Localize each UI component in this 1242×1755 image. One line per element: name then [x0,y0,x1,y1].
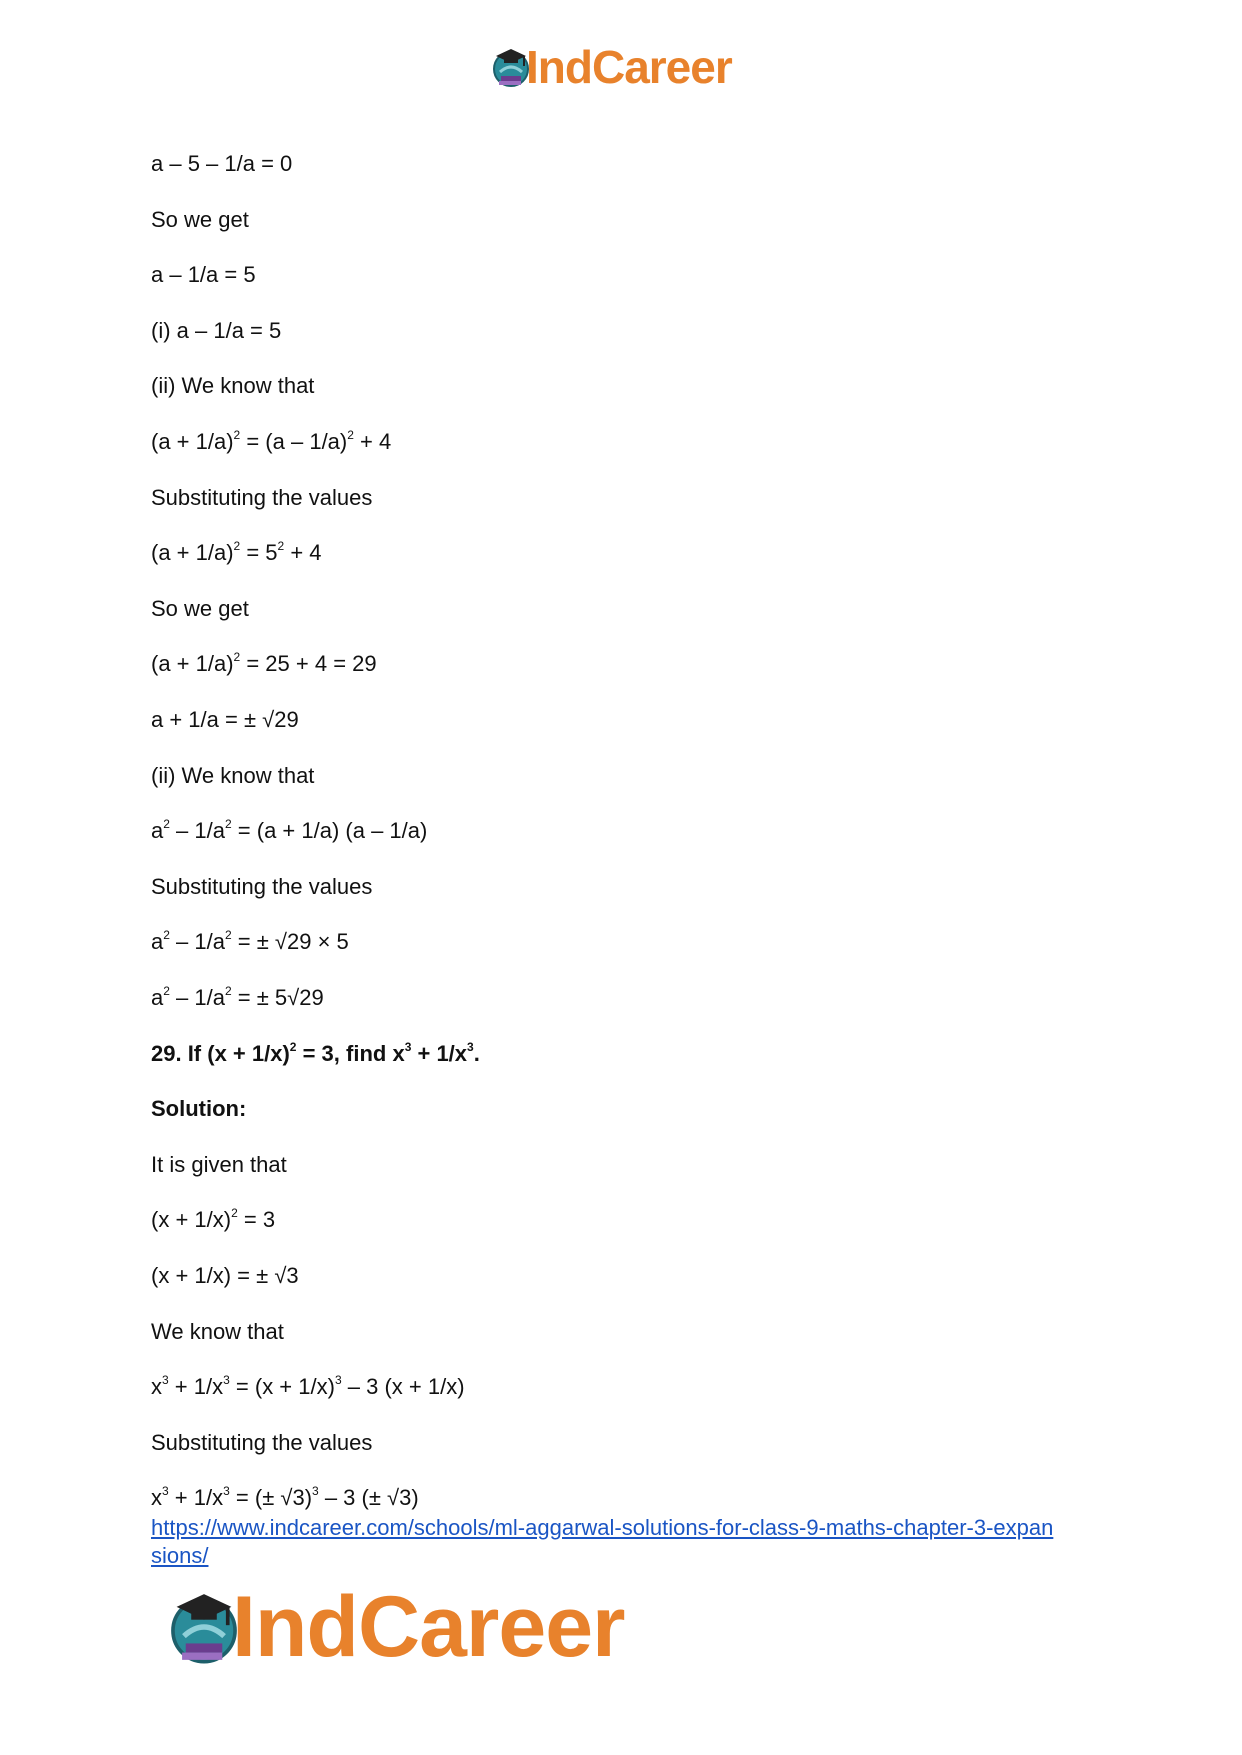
text-line: Solution: [151,1096,247,1122]
text-line: Substituting the values [151,1429,373,1455]
logo-text: IndCareer [232,1579,625,1675]
text-line: (ii) We know that [151,762,315,788]
text-line: (x + 1/x) = ± √3 [151,1263,299,1288]
text-line: a – 1/a = 5 [151,262,256,288]
text-line: Substituting the values [151,873,373,899]
header-logo [488,41,732,93]
text-line: We know that [151,1318,284,1344]
text-line: $(a + 1/a)^2 = 5^2 + 4$ [151,539,322,566]
text-line: 29. If $(x + 1/x)^2 = 3$, find $x^3 + 1/x^3$. [151,1039,480,1066]
text-line: It is given that [151,1151,287,1177]
footer-logo [162,1579,625,1675]
text-line: a + 1/a = ± √29 [151,707,299,732]
text-line: So we get [151,206,249,232]
source-link[interactable] [151,1514,1111,1570]
text-line: $x^3 + 1/x^3 = (x + 1/x)^3 - 3$ (x + 1/x) [151,1373,465,1400]
text-line: $a^2 - 1/a^2$ = ± 5√29 [151,984,324,1010]
logo-text: IndCareer [526,41,732,93]
text-line: Substituting the values [151,484,373,510]
text-line: $a^2 - 1/a^2$ = ± √29 × 5 [151,928,349,955]
source-link-line1[interactable]: https://www.indcareer.com/schools/ml-aggarwal-solutions-for-class-9-maths-chapter-3-expan [151,1515,1054,1540]
text-line: $a^2 - 1/a^2 = (a + 1/a)$ (a – 1/a) [151,817,428,844]
text-line: a – 5 – 1/a = 0 [151,151,293,176]
text-line: $x^3 + 1/x^3$ = (± √3)$^3$ – 3 (± √3) [151,1484,419,1511]
text-line: (ii) We know that [151,373,315,399]
text-line: So we get [151,595,249,621]
text-line: $(a + 1/a)^2 = (a - 1/a)^2 + 4$ [151,428,392,454]
text-line: $(a + 1/a)^2 = 25 + 4 = 29$ [151,650,377,677]
text-line: (i) a – 1/a = 5 [151,317,282,343]
source-link-line2[interactable]: sions/ [151,1543,209,1568]
text-line: $(x + 1/x)^2 = 3$ [151,1206,276,1233]
